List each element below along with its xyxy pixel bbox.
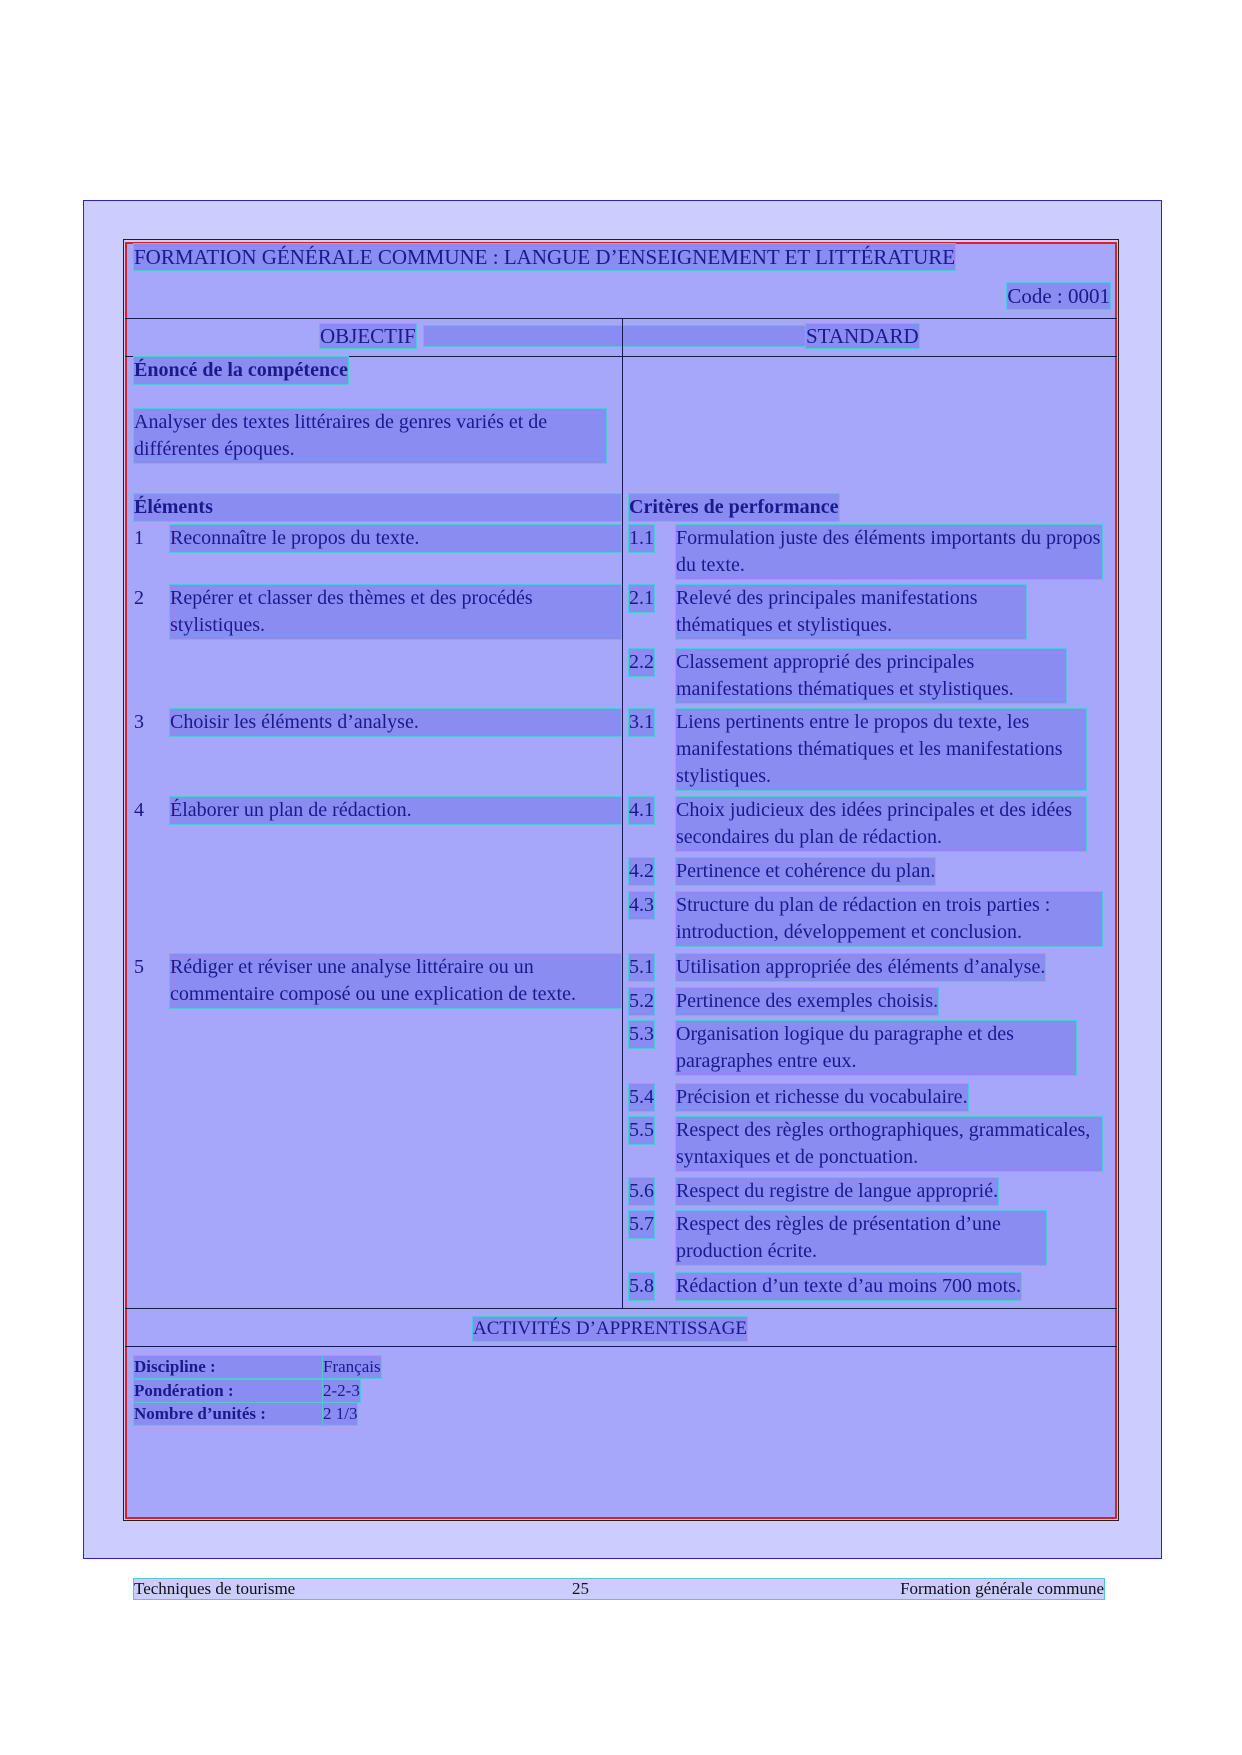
element-number: 1 xyxy=(134,527,144,549)
critere-number: 5.7 xyxy=(629,1211,654,1238)
critere-text: Pertinence et cohérence du plan. xyxy=(676,858,935,885)
critere-number: 4.1 xyxy=(629,797,654,824)
form-code: Code : 0001 xyxy=(1007,284,1110,308)
element-number: 4 xyxy=(134,799,144,821)
critere-text: Choix judicieux des idées principales et des idées secondaires du plan de rédaction. xyxy=(676,797,1086,851)
divider-header xyxy=(125,318,1117,319)
element-text: Élaborer un plan de rédaction. xyxy=(170,797,621,824)
critere-text: Précision et richesse du vocabulaire. xyxy=(676,1084,968,1111)
critere-number: 5.5 xyxy=(629,1117,654,1144)
divider-activites-bottom xyxy=(125,1346,1117,1347)
column-standard: STANDARD xyxy=(806,324,919,348)
discipline-label: Discipline : xyxy=(134,1356,322,1378)
critere-text: Respect des règles orthographiques, grammaticales, syntaxiques et de ponctuation. xyxy=(676,1117,1102,1171)
critere-number: 5.4 xyxy=(629,1084,654,1111)
critere-number: 5.8 xyxy=(629,1273,654,1300)
column-header-bar xyxy=(424,326,811,346)
critere-text: Respect du registre de langue approprié. xyxy=(676,1178,998,1205)
column-separator xyxy=(622,318,623,1308)
divider-activites-top xyxy=(125,1308,1117,1309)
competence-heading: Énoncé de la compétence xyxy=(134,357,348,384)
critere-number: 4.3 xyxy=(629,892,654,919)
form-title: FORMATION GÉNÉRALE COMMUNE : LANGUE D’ENSEIGNEMENT ET LITTÉRATURE xyxy=(134,245,956,269)
ponderation-label: Pondération : xyxy=(134,1380,322,1402)
element-text: Rédiger et réviser une analyse littéraire ou un commentaire composé ou une explication de texte. xyxy=(170,954,621,1008)
critere-number: 5.3 xyxy=(629,1021,654,1048)
element-text: Repérer et classer des thèmes et des procédés stylistiques. xyxy=(170,585,621,639)
competence-text: Analyser des textes littéraires de genres variés et de différentes époques. xyxy=(134,409,606,463)
element-number: 5 xyxy=(134,956,144,978)
discipline-value: Français xyxy=(323,1357,381,1376)
critere-text: Rédaction d’un texte d’au moins 700 mots. xyxy=(676,1273,1021,1300)
critere-text: Relevé des principales manifestations thématiques et stylistiques. xyxy=(676,585,1026,639)
critere-text: Utilisation appropriée des éléments d’analyse. xyxy=(676,954,1045,981)
critere-number: 5.1 xyxy=(629,954,654,981)
elements-heading: Éléments xyxy=(134,494,621,521)
element-text: Reconnaître le propos du texte. xyxy=(170,525,621,552)
critere-number: 1.1 xyxy=(629,525,654,552)
element-text: Choisir les éléments d’analyse. xyxy=(170,709,621,736)
page-footer xyxy=(134,1579,1104,1599)
critere-number: 5.2 xyxy=(629,988,654,1015)
criteres-heading: Critères de performance xyxy=(629,494,839,521)
critere-text: Formulation juste des éléments importants du propos du texte. xyxy=(676,525,1102,579)
activites-heading: ACTIVITÉS D’APPRENTISSAGE xyxy=(473,1318,747,1339)
critere-text: Organisation logique du paragraphe et des paragraphes entre eux. xyxy=(676,1021,1076,1075)
critere-number: 2.2 xyxy=(629,649,654,676)
page-number: 25 xyxy=(572,1579,589,1598)
unites-label: Nombre d’unités : xyxy=(134,1403,322,1425)
footer-section: Formation générale commune xyxy=(900,1579,1104,1598)
critere-number: 2.1 xyxy=(629,585,654,612)
critere-text: Structure du plan de rédaction en trois parties : introduction, développement et conclusion. xyxy=(676,892,1102,946)
critere-text: Liens pertinents entre le propos du texte, les manifestations thématiques et les manifestations stylistiques. xyxy=(676,709,1086,790)
critere-text: Classement approprié des principales manifestations thématiques et stylistiques. xyxy=(676,649,1066,703)
unites-value: 2 1/3 xyxy=(323,1404,358,1423)
ponderation-value: 2-2-3 xyxy=(323,1381,360,1400)
critere-number: 3.1 xyxy=(629,709,654,736)
critere-number: 5.6 xyxy=(629,1178,654,1205)
critere-text: Pertinence des exemples choisis. xyxy=(676,988,938,1015)
critere-text: Respect des règles de présentation d’une production écrite. xyxy=(676,1211,1046,1265)
element-number: 2 xyxy=(134,587,144,609)
critere-number: 4.2 xyxy=(629,858,654,885)
column-objectif: OBJECTIF xyxy=(320,324,416,348)
footer-program: Techniques de tourisme xyxy=(134,1579,296,1598)
element-number: 3 xyxy=(134,711,144,733)
